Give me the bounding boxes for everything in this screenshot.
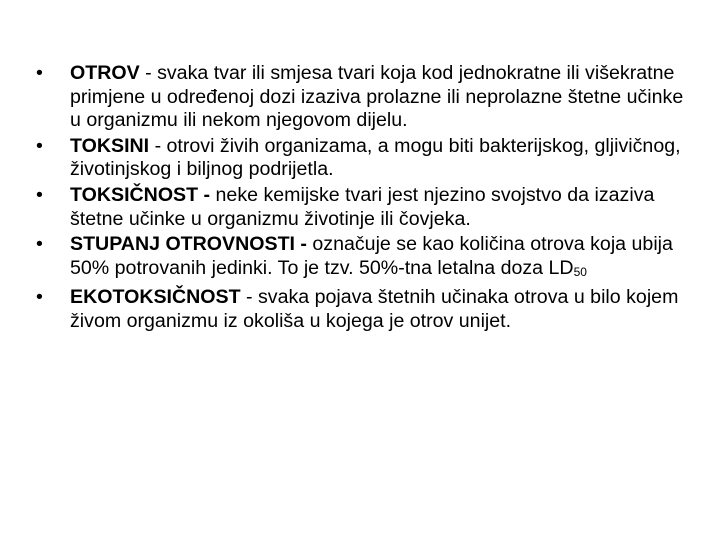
- definition-stupanj-otrovnosti: označuje se kao količina otrova koja ubija 50% potrovanih jedinki. To je tzv. 50%-tna letalna doza LD: [70, 233, 673, 279]
- list-item-otrov: [36, 62, 686, 133]
- term-toksini: TOKSINI: [70, 134, 150, 157]
- term-otrov: OTROV: [70, 62, 140, 84]
- list-item-stupanj-otrovnosti: [36, 233, 686, 284]
- term-toksicnost: TOKSIČNOST -: [70, 183, 211, 206]
- list-item-ekotoksicnost: [36, 286, 686, 333]
- term-stupanj-otrovnosti: STUPANJ OTROVNOSTI -: [70, 233, 307, 256]
- bullet-icon: •: [36, 286, 43, 309]
- bullet-icon: •: [36, 233, 43, 256]
- ld-subscript: 50: [573, 264, 587, 279]
- definition-otrov: - svaka tvar ili smjesa tvari koja kod jednokratne ili višekratne primjene u određenoj dozi izaziva prolazne ili neprolazne štetne učinke u organizmu ili nekom njegovom dijelu.: [70, 62, 684, 132]
- definition-ekotoksicnost: - svaka pojava štetnih učinaka otrova u bilo kojem živom organizmu iz okoliša u kojega je otrov unijet.: [70, 286, 679, 332]
- list-item-toksicnost: [36, 184, 686, 231]
- bullet-icon: •: [36, 62, 43, 84]
- bullet-icon: •: [36, 134, 43, 157]
- term-ekotoksicnost: EKOTOKSIČNOST: [70, 286, 241, 309]
- definition-toksicnost: neke kemijske tvari jest njezino svojstvo da izaziva štetne učinke u organizmu životinje ili čovjeka.: [70, 183, 655, 230]
- definition-list: [36, 62, 686, 336]
- definition-toksini: - otrovi živih organizama, a mogu biti bakterijskog, gljivičnog, životinjskog i biljnog podrijetla.: [70, 134, 681, 181]
- bullet-icon: •: [36, 183, 43, 206]
- list-item-toksini: [36, 135, 686, 182]
